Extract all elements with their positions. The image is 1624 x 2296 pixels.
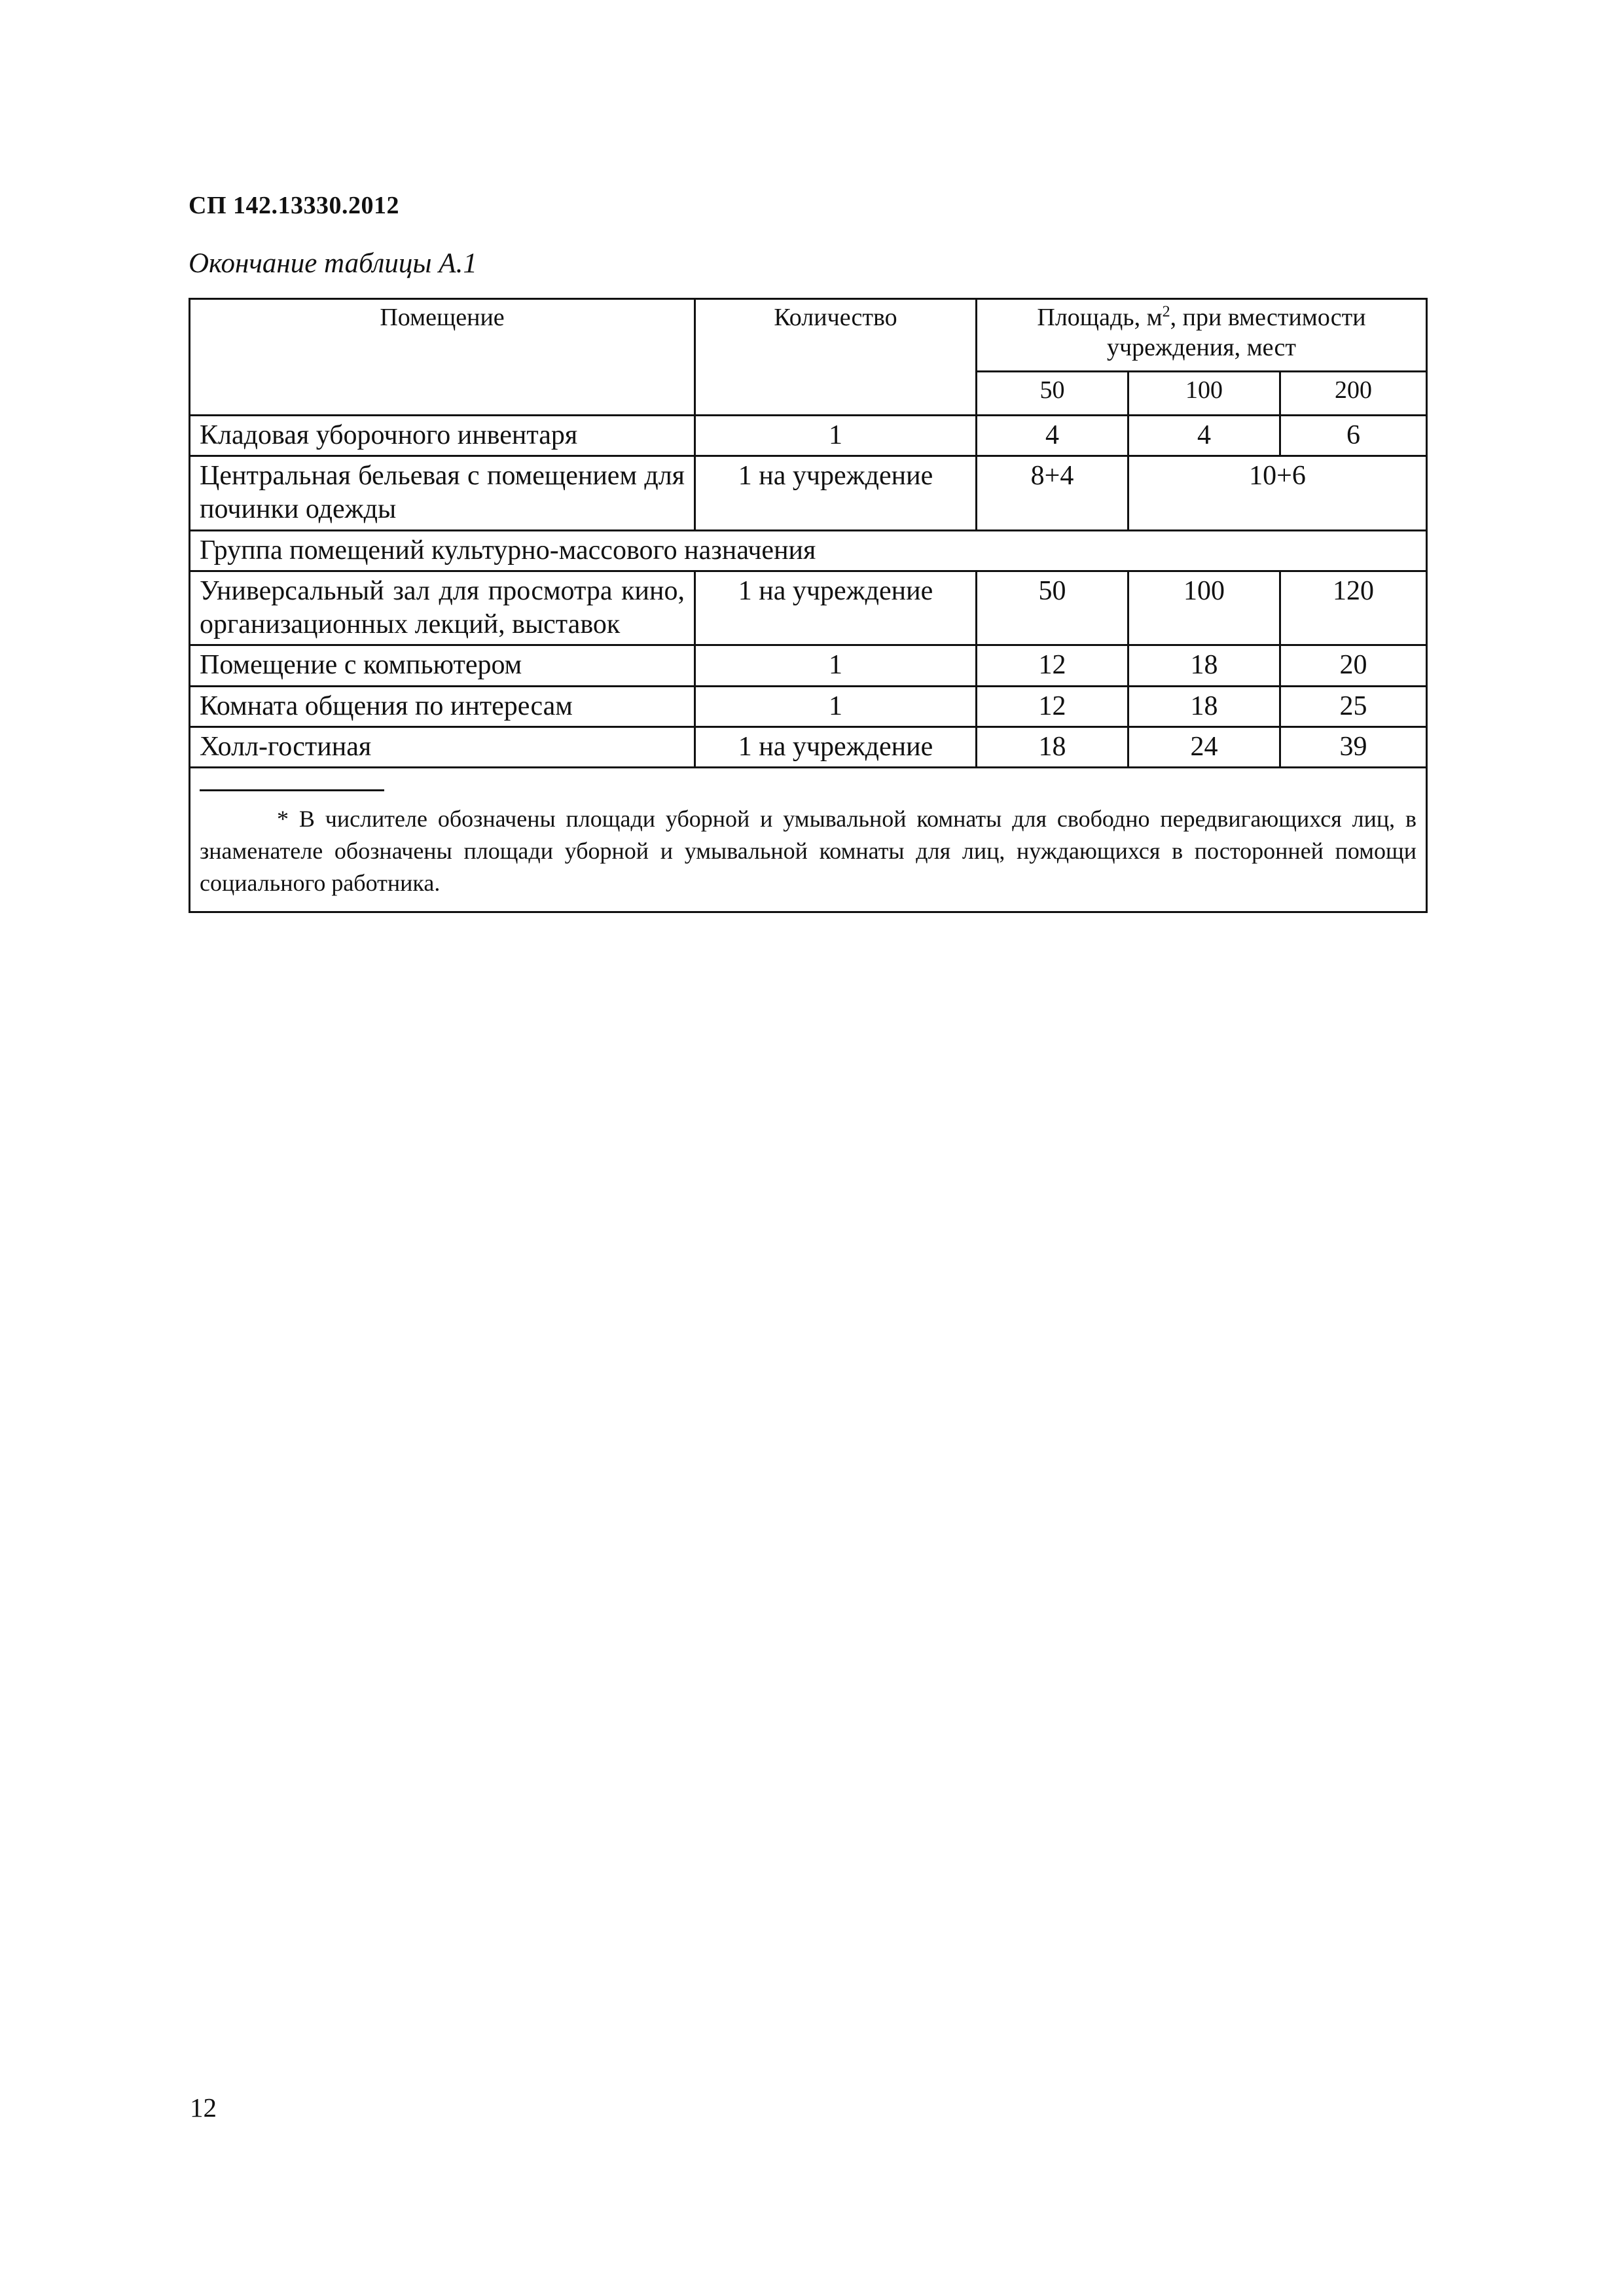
area-50: 18 <box>977 726 1128 767</box>
room-name: Кладовая уборочного инвентаря <box>190 416 695 456</box>
area-200: 120 <box>1280 571 1427 645</box>
table-caption: Окончание таблицы А.1 <box>189 248 477 279</box>
table-row <box>190 456 1427 530</box>
table-row <box>190 645 1427 686</box>
table-footnote-row <box>190 768 1427 912</box>
page-number: 12 <box>190 2092 217 2123</box>
room-name: Холл-гостиная <box>190 726 695 767</box>
document-code: СП 142.13330.2012 <box>189 192 399 219</box>
table-row <box>190 686 1427 726</box>
group-heading: Группа помещений культурно-массового назначения <box>190 530 1427 571</box>
area-200: 20 <box>1280 645 1427 686</box>
table-row <box>190 726 1427 767</box>
area-50: 4 <box>977 416 1128 456</box>
area-200: 25 <box>1280 686 1427 726</box>
room-quantity: 1 на учреждение <box>695 726 977 767</box>
area-100: 18 <box>1128 686 1280 726</box>
area-50: 12 <box>977 686 1128 726</box>
header-area-suffix: , при вместимости учреждения, мест <box>1107 304 1366 362</box>
table-group-row <box>190 530 1427 571</box>
footnote-cell <box>190 768 1427 912</box>
header-capacity-50: 50 <box>977 372 1128 416</box>
area-50: 12 <box>977 645 1128 686</box>
area-100: 100 <box>1128 571 1280 645</box>
room-quantity: 1 на учреждение <box>695 571 977 645</box>
room-quantity: 1 <box>695 645 977 686</box>
area-100-200: 10+6 <box>1128 456 1427 530</box>
table-row <box>190 416 1427 456</box>
table-header-row <box>190 299 1427 372</box>
table-row <box>190 571 1427 645</box>
room-name: Комната общения по интересам <box>190 686 695 726</box>
room-name: Помещение с компьютером <box>190 645 695 686</box>
area-100: 24 <box>1128 726 1280 767</box>
header-area-sup: 2 <box>1162 303 1170 321</box>
area-200: 6 <box>1280 416 1427 456</box>
header-capacity-200: 200 <box>1280 372 1427 416</box>
footnote-divider <box>200 789 384 791</box>
room-quantity: 1 на учреждение <box>695 456 977 530</box>
footnote-text: * В числителе обозначены площади уборной и умывальной комнаты для свободно передвигающихся лиц, в знаменателе обозначены площади уборной и умывальной комнаты для лиц, нуждающихся в посторонней помощи социального работника. <box>200 806 1416 897</box>
header-area-prefix: Площадь, м <box>1037 304 1163 331</box>
header-capacity-100: 100 <box>1128 372 1280 416</box>
room-name: Центральная бельевая с помещением для починки одежды <box>190 456 695 530</box>
area-50: 50 <box>977 571 1128 645</box>
area-table <box>189 298 1428 913</box>
room-name: Универсальный зал для просмотра кино, организационных лекций, выставок <box>190 571 695 645</box>
room-quantity: 1 <box>695 686 977 726</box>
header-area <box>977 299 1427 372</box>
area-50: 8+4 <box>977 456 1128 530</box>
room-quantity: 1 <box>695 416 977 456</box>
area-100: 4 <box>1128 416 1280 456</box>
area-200: 39 <box>1280 726 1427 767</box>
area-100: 18 <box>1128 645 1280 686</box>
header-room: Помещение <box>190 299 695 416</box>
header-quantity: Количество <box>695 299 977 416</box>
